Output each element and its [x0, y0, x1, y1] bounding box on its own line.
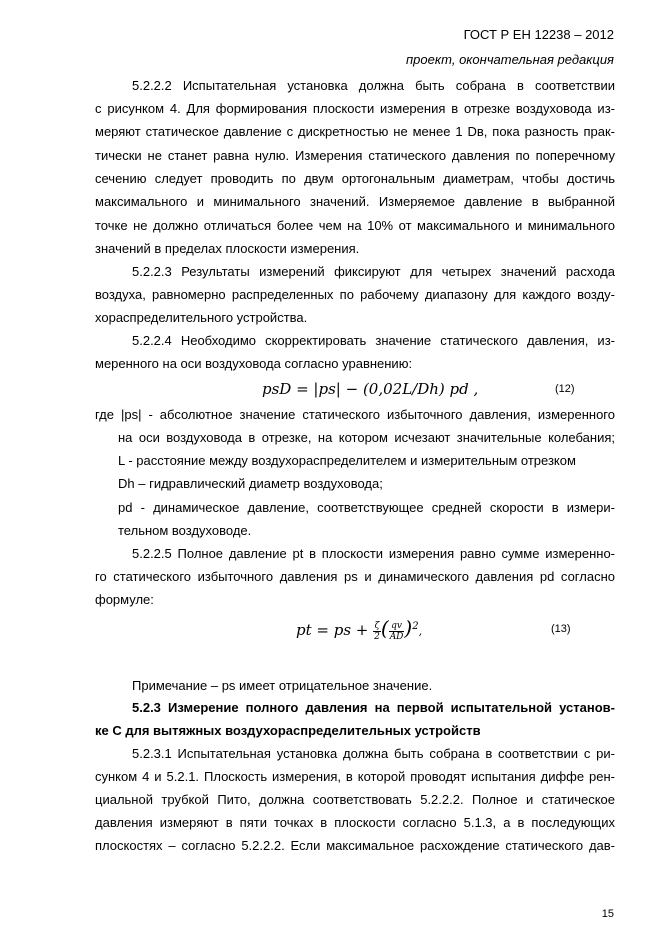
paragraph-line: го статического избыточного давления ps и динамического давления pd согласно	[95, 569, 615, 584]
definition-line: Dh – гидравлический диаметр воздуховода;	[118, 476, 383, 491]
paragraph-line: 5.2.2.4 Необходимо скорректировать значение статического давления, из-	[132, 333, 615, 348]
paragraph-line: плоскостях – согласно 5.2.2.2. Если максимальное расхождение статического дав-	[95, 838, 615, 853]
paragraph-line: 5.2.2.3 Результаты измерений фиксируют для четырех значений расхода	[132, 264, 615, 279]
paragraph-line: 5.2.2.2 Испытательная установка должна быть собрана в соответствии	[132, 78, 615, 93]
standard-id: ГОСТ Р ЕН 12238 – 2012	[463, 27, 614, 42]
paragraph-line: хораспределительного устройства.	[95, 310, 308, 325]
paragraph-line: с рисунком 4. Для формирования плоскости измерения в отрезке воздуховода из-	[95, 101, 615, 116]
paragraph-line: формуле:	[95, 592, 154, 607]
definition-line: на оси воздуховода в отрезке, на котором исчезают значительные колебания;	[118, 430, 615, 445]
paragraph-line: 5.2.3.1 Испытательная установка должна быть собрана в соответствии с ри-	[132, 746, 615, 761]
paragraph-line: воздуха, равномерно распределенных по рабочему диапазону для каждого возду-	[95, 287, 615, 302]
paragraph-line: точке не должно отличаться более чем на 10% от максимального и минимального	[95, 218, 615, 233]
paragraph-line: 5.2.2.5 Полное давление pt в плоскости измерения равно сумме измеренно-	[132, 546, 615, 561]
definition-line: pd - динамическое давление, соответствующее средней скорости в измери-	[118, 500, 615, 515]
section-heading: 5.2.3 Измерение полного давления на первой испытательной установ-	[132, 700, 615, 715]
definition-line: где |ps| - абсолютное значение статического избыточного давления, измеренного	[95, 407, 615, 422]
equation-number: (13)	[551, 623, 571, 635]
paragraph-line: циальной трубкой Пито, должна соответствовать 5.2.2.2. Полное и статическое	[95, 792, 615, 807]
paragraph-line: меряют статическое давление с дискретностью не менее 1 Dв, пока разность прак-	[95, 124, 615, 139]
zeta-fraction: $\frac{\zeta}{2}$	[374, 620, 380, 642]
paragraph-line: сечению следует проводить по двум ортогональным диаметрам, чтобы достичь	[95, 171, 615, 186]
equation-13: pt = ps + $\frac{\zeta}{2}$ ( $\frac{qv}{AD}$ )$^2$,	[296, 616, 423, 642]
definition-line: тельном воздуховоде.	[118, 523, 252, 538]
section-heading: ке С для вытяжных воздухораспределительных устройств	[95, 723, 481, 738]
page-number: 15	[601, 908, 614, 920]
equation-12: psD = |ps| − (0,02L/Dh) pd ,	[262, 380, 479, 398]
paragraph-line: максимального и минимального значений. Измеряемое давление в выбранной	[95, 194, 615, 209]
flow-fraction: $\frac{qv}{AD}$	[389, 620, 404, 642]
paragraph-line: сунком 4 и 5.2.1. Плоскость измерения, в которой проводят испытания диффе рен-	[95, 769, 615, 784]
paragraph-line: меренного на оси воздуховода согласно уравнению:	[95, 356, 413, 371]
paragraph-line: давления измеряют в пяти точках в плоскости согласно 5.1.3, а в последующих	[95, 815, 615, 830]
equation-number: (12)	[555, 383, 575, 395]
paragraph-line: тически не станет равна нулю. Измерения статического давления по поперечному	[95, 148, 615, 163]
definition-line: L - расстояние между воздухораспределителем и измерительным отрезком	[118, 453, 576, 468]
note: Примечание – ps имеет отрицательное значение.	[132, 678, 433, 693]
equation-lhs: pt = ps +	[296, 621, 374, 639]
paragraph-line: значений в пределах плоскости измерения.	[95, 241, 360, 256]
document-status: проект, окончательная редакция	[406, 52, 614, 67]
